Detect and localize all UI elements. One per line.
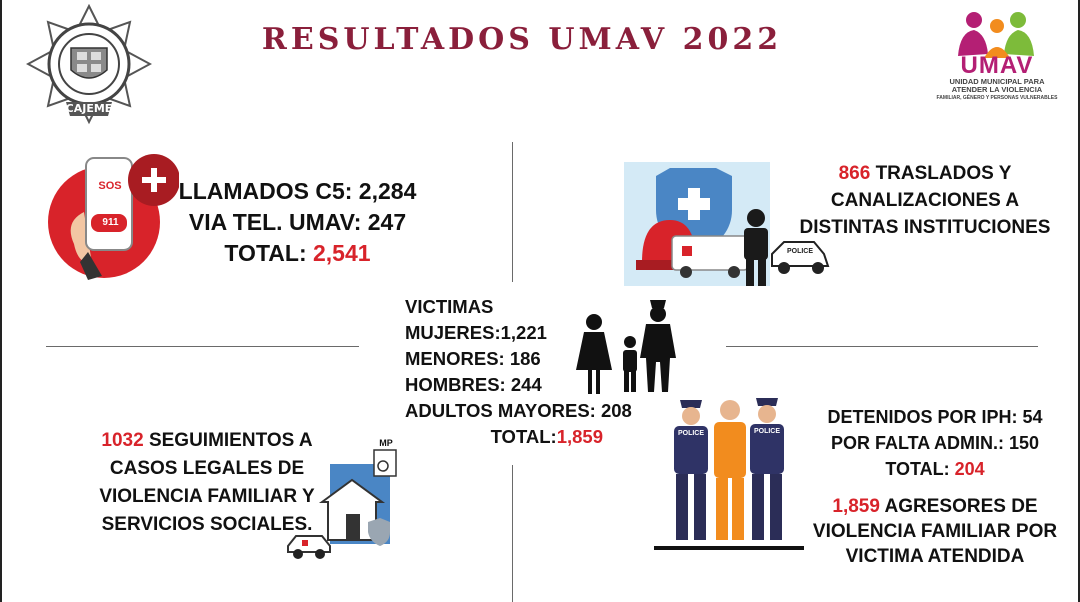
page-title: RESULTADOS UMAV 2022 [261, 22, 783, 57]
police-arrest-illustration [654, 392, 804, 552]
sos-phone-icon [44, 152, 179, 280]
umav-name: UMAV [960, 52, 1034, 79]
frame-left-edge [0, 0, 2, 602]
seguimientos-text1: SEGUIMIENTOS A [143, 430, 313, 451]
calls-block [170, 176, 425, 269]
seguimientos-block [88, 427, 326, 539]
family-silhouette-icon [572, 292, 680, 396]
umav-logo [918, 8, 1076, 104]
calls-total-value: 2,541 [313, 240, 371, 266]
seguimientos-line4: SERVICIOS SOCIALES. [101, 514, 313, 535]
sos-label: SOS [98, 180, 122, 192]
traslados-value: 866 [838, 163, 871, 184]
victimas-total [405, 424, 655, 450]
agresores-text1: AGRESORES DE [879, 496, 1038, 517]
agresores-line3: VICTIMA ATENDIDA [845, 546, 1025, 567]
victimas-menores: MENORES: 186 [405, 348, 541, 369]
traslados-line1 [775, 160, 1075, 187]
victimas-mujeres: MUJERES:1,221 [405, 322, 547, 343]
detenidos-admin: POR FALTA ADMIN.: 150 [830, 433, 1039, 453]
seguimientos-line1 [88, 427, 326, 455]
victimas-total-label: TOTAL: [490, 426, 557, 447]
divider-horizontal-left [46, 346, 359, 347]
cajeme-label: CAJEME [65, 102, 113, 115]
agresores-block [795, 494, 1075, 569]
victimas-heading: VICTIMAS [405, 296, 494, 317]
victimas-adultos: ADULTOS MAYORES: 208 [405, 400, 632, 421]
seguimientos-line2: CASOS LEGALES DE [109, 458, 305, 479]
detenidos-total-label: TOTAL: [885, 459, 955, 479]
mp-label: MP [379, 438, 393, 448]
agresores-line2: VIOLENCIA FAMILIAR POR [812, 521, 1058, 542]
divider-vertical-top [512, 142, 513, 282]
sos-911-label: 911 [102, 217, 119, 228]
traslados-line2: CANALIZACIONES A [830, 190, 1020, 211]
seguimientos-line3: VIOLENCIA FAMILIAR Y [99, 486, 315, 507]
victimas-hombres: HOMBRES: 244 [405, 374, 542, 395]
traslados-line3: DISTINTAS INSTITUCIONES [799, 217, 1051, 238]
detenidos-total [795, 456, 1075, 482]
calls-total [170, 238, 425, 269]
agresores-value: 1,859 [832, 496, 880, 517]
police-label-right: POLICE [753, 428, 781, 435]
police-label-left: POLICE [677, 430, 705, 437]
divider-horizontal-right [726, 346, 1038, 347]
umav-subtitle-2: ATENDER LA VIOLENCIA [951, 85, 1043, 94]
detenidos-block [795, 404, 1075, 482]
calls-umav: VIA TEL. UMAV: 247 [188, 209, 407, 235]
agresores-line1 [795, 494, 1075, 519]
traslados-text1: TRASLADOS Y [870, 163, 1012, 184]
seguimientos-value: 1032 [101, 430, 144, 451]
calls-c5: LLAMADOS C5: 2,284 [178, 178, 417, 204]
victimas-total-value: 1,859 [556, 426, 603, 447]
divider-vertical-bottom [512, 465, 513, 602]
traslados-block [775, 160, 1075, 241]
calls-total-label: TOTAL: [224, 240, 313, 266]
detenidos-total-value: 204 [954, 459, 985, 479]
police-car-label: POLICE [786, 248, 814, 255]
umav-subtitle-3: FAMILIAR, GÉNERO Y PERSONAS VULNERABLES [936, 95, 1058, 101]
umav-subtitle-1: UNIDAD MUNICIPAL PARA [949, 77, 1045, 86]
detenidos-iph: DETENIDOS POR IPH: 54 [827, 407, 1043, 427]
